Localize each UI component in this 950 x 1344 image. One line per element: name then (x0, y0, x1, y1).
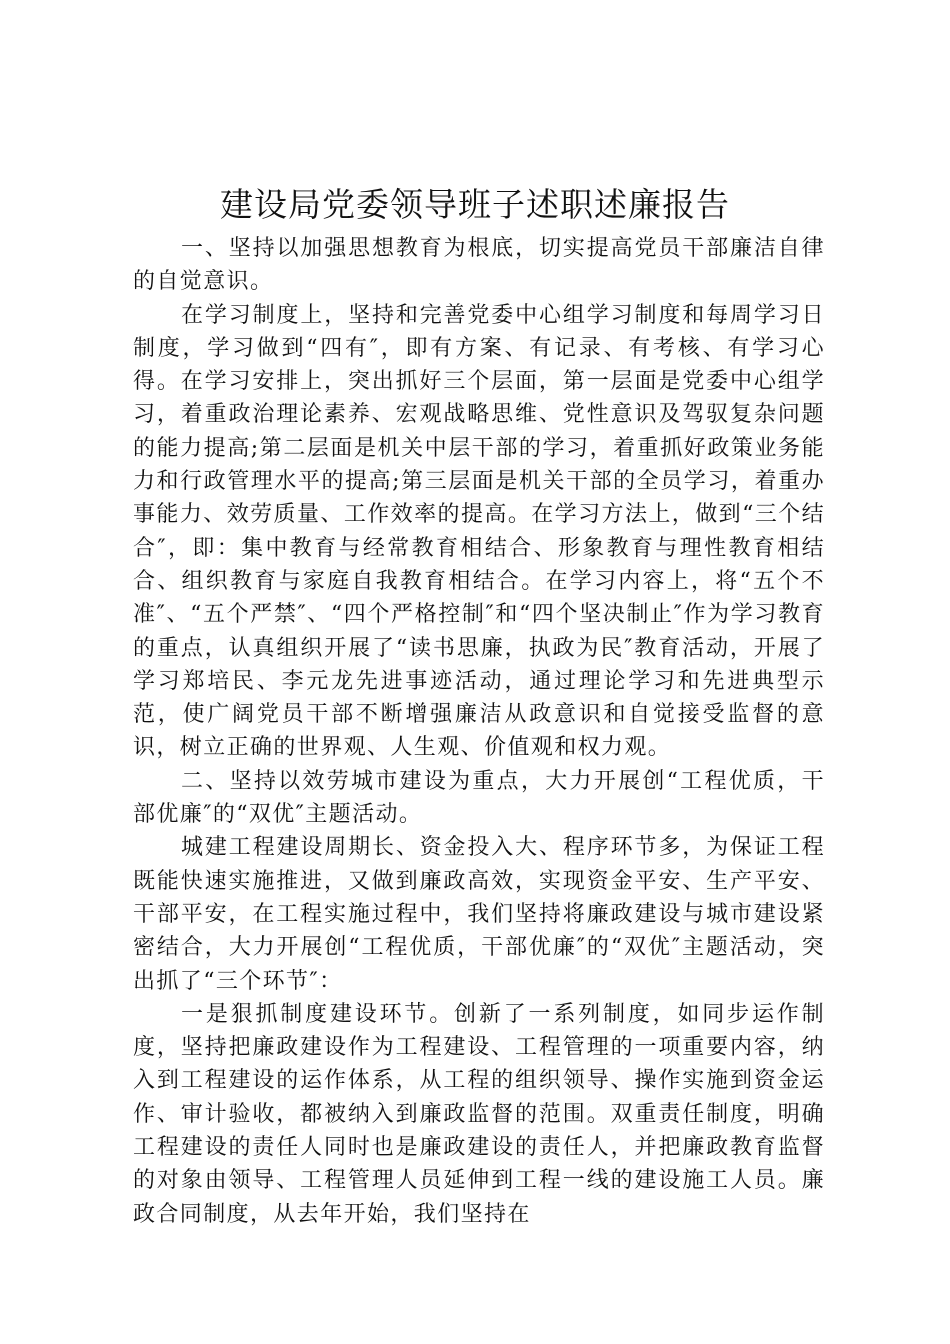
paragraph-study-system: 在学习制度上，坚持和完善党委中心组学习制度和每周学习日制度，学习做到“四有″，即有方案、有记录、有考核、有学习心得。在学习安排上，突出抓好三个层面，第一层面是党委中心组学习，着重政治理论素养、宏观战略思维、党性意识及驾驭复杂问题的能力提高;第二层面是机关中层干部的学习，着重抓好政策业务能力和行政管理水平的提高;第三层面是机关干部的全员学习，着重办事能力、效劳质量、工作效率的提高。在学习方法上，做到“三个结合″，即：集中教育与经常教育相结合、形象教育与理性教育相结合、组织教育与家庭自我教育相结合。在学习内容上，将“五个不准″、“五个严禁″、“四个严格控制″和“四个坚决制止″作为学习教育的重点，认真组织开展了“读书思廉，执政为民″教育活动，开展了学习郑培民、李元龙先进事迹活动，通过理论学习和先进典型示范，使广阔党员干部不断增强廉洁从政意识和自觉接受监督的意识，树立正确的世界观、人生观、价值观和权力观。 (133, 302, 825, 761)
paragraph-system-building: 一是狠抓制度建设环节。创新了一系列制度，如同步运作制度，坚持把廉政建设作为工程建设、工程管理的一项重要内容，纳入到工程建设的运作体系，从工程的组织领导、操作实施到资金运作、审计验收，都被纳入到廉政监督的范围。双重责任制度，明确工程建设的责任人同时也是廉政建设的责任人，并把廉政教育监督的对象由领导、工程管理人员延伸到工程一线的建设施工人员。廉政合同制度，从去年开始，我们坚持在 (133, 1001, 825, 1227)
document-title: 建设局党委领导班子述职述廉报告 (220, 185, 730, 224)
paragraph-construction-projects: 城建工程建设周期长、资金投入大、程序环节多，为保证工程既能快速实施推进，又做到廉政高效，实现资金平安、生产平安、干部平安，在工程实施过程中，我们坚持将廉政建设与城市建设紧密结合，大力开展创“工程优质，干部优廉″的“双优″主题活动，突出抓了“三个环节″： (133, 835, 825, 994)
paragraph-section-two-heading: 二、坚持以效劳城市建设为重点，大力开展创“工程优质，干部优廉″的“双优″主题活动。 (133, 768, 825, 828)
paragraph-section-one-heading: 一、坚持以加强思想教育为根底，切实提高党员干部廉洁自律的自觉意识。 (133, 236, 825, 295)
document-body (133, 232, 825, 1231)
